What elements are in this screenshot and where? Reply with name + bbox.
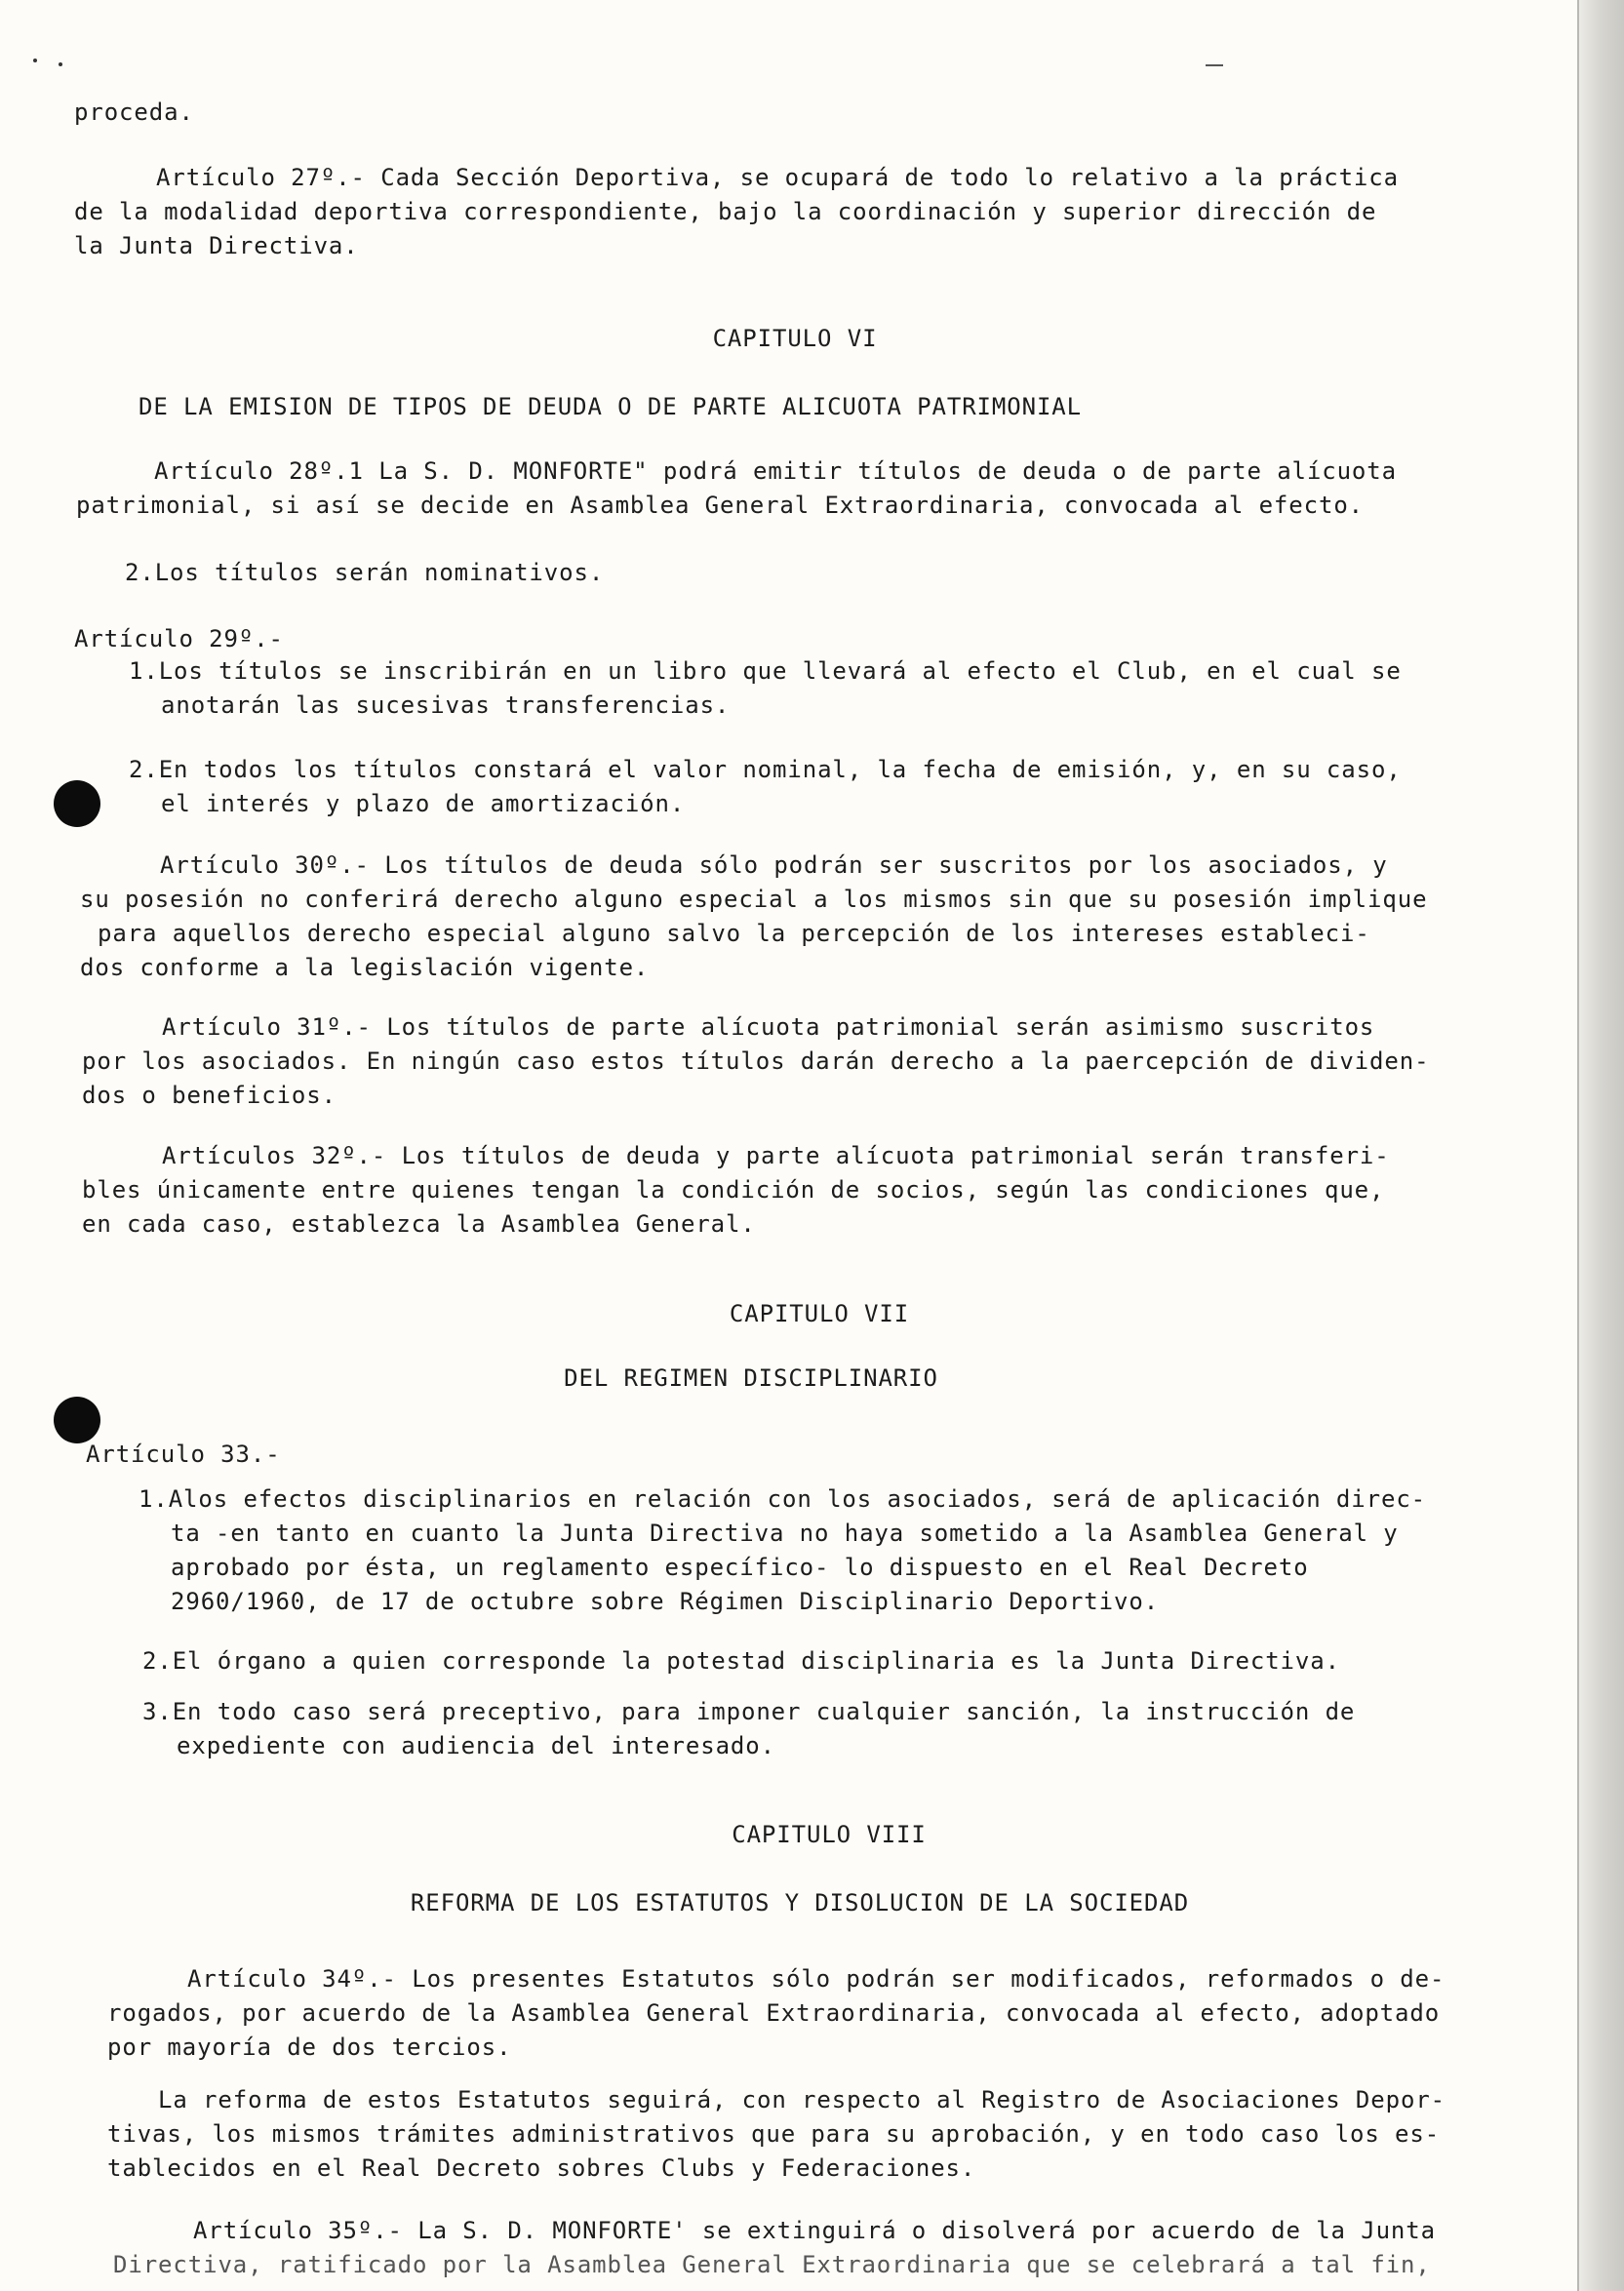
text-line: Artículo 29º.-	[74, 625, 284, 652]
text-line: proceda.	[74, 99, 194, 126]
punch-hole-top	[54, 780, 100, 827]
text-line: Artículos 32º.- Los títulos de deuda y parte alícuota patrimonial serán transferi-	[162, 1142, 1390, 1169]
text-line: para aquellos derecho especial alguno salvo la percepción de los intereses estableci-	[98, 920, 1370, 947]
text-line: aprobado por ésta, un reglamento específico- lo dispuesto en el Real Decreto	[171, 1554, 1309, 1581]
article-29	[74, 622, 284, 656]
text-line: de la modalidad deportiva correspondiente, bajo la coordinación y superior dirección de	[74, 198, 1377, 225]
chapter-7-subtitle	[488, 1362, 1014, 1396]
text-line: 1.Alos efectos disciplinarios en relación con los asociados, será de aplicación direc-	[139, 1485, 1427, 1513]
article-33-2	[142, 1644, 1340, 1679]
article-35	[113, 2214, 1436, 2282]
article-27	[74, 161, 1399, 263]
text-line: anotarán las sucesivas transferencias.	[161, 691, 731, 719]
text-line: La reforma de estos Estatutos seguirá, con respecto al Registro de Asociaciones Depor-	[158, 2086, 1446, 2113]
scan-speck	[59, 62, 62, 66]
article-34	[107, 1962, 1445, 2065]
article-28-2	[125, 556, 604, 590]
chapter-subtitle: REFORMA DE LOS ESTATUTOS Y DISOLUCION DE LA SOCIEDAD	[410, 1889, 1190, 1916]
text-line: por los asociados. En ningún caso estos títulos darán derecho a la paercepción de dividen-	[82, 1047, 1430, 1075]
chapter-6-heading	[566, 322, 1024, 356]
text-line: ta -en tanto en cuanto la Junta Directiva no haya sometido a la Asamblea General y	[171, 1520, 1399, 1547]
article-28	[76, 454, 1397, 523]
article-33-3	[142, 1695, 1355, 1763]
text-line: 3.En todo caso será preceptivo, para imponer cualquier sanción, la instrucción de	[142, 1698, 1356, 1725]
text-block	[74, 96, 194, 130]
reform-paragraph	[107, 2083, 1446, 2186]
scan-speck	[33, 59, 37, 62]
text-line: en cada caso, establezca la Asamblea General.	[82, 1210, 756, 1238]
article-29-1	[129, 654, 1402, 723]
chapter-title: CAPITULO VIII	[732, 1821, 927, 1848]
text-line: 1.Los títulos se inscribirán en un libro que llevará al efecto el Club, en el cual se	[129, 657, 1402, 685]
scanner-edge	[1579, 0, 1624, 2291]
text-line: su posesión no conferirá derecho alguno especial a los mismos sin que su posesión implique	[80, 886, 1428, 913]
text-line: la Junta Directiva.	[74, 232, 359, 259]
text-line: por mayoría de dos tercios.	[107, 2034, 512, 2061]
text-line: expediente con audiencia del interesado.	[177, 1732, 775, 1759]
text-line: 2.El órgano a quien corresponde la potestad disciplinaria es la Junta Directiva.	[142, 1647, 1340, 1675]
article-29-2	[129, 753, 1402, 821]
text-line: dos o beneficios.	[82, 1082, 337, 1109]
text-line: Artículo 31º.- Los títulos de parte alícuota patrimonial serán asimismo suscritos	[162, 1013, 1375, 1041]
chapter-8-heading	[585, 1818, 1073, 1852]
text-line: bles únicamente entre quienes tengan la condición de socios, según las condiciones que,	[82, 1176, 1385, 1204]
text-line: Artículo 28º.1 La S. D. MONFORTE" podrá emitir títulos de deuda o de parte alícuota	[154, 457, 1397, 485]
article-33	[86, 1438, 281, 1472]
text-line: dos conforme a la legislación vigente.	[80, 954, 650, 981]
text-line: patrimonial, si así se decide en Asamblea General Extraordinaria, convocada al efecto.	[76, 492, 1365, 519]
chapter-8-subtitle	[371, 1886, 1229, 1920]
text-line: Artículo 33.-	[86, 1441, 281, 1468]
text-line: Directiva, ratificado por la Asamblea General Extraordinaria que se celebrará a tal fin,	[113, 2251, 1431, 2278]
text-line: Artículo 27º.- Cada Sección Deportiva, se ocupará de todo lo relativo a la práctica	[156, 164, 1399, 191]
scan-mark	[1206, 64, 1223, 66]
text-line: Artículo 30º.- Los títulos de deuda sólo podrán ser suscritos por los asociados, y	[160, 851, 1388, 879]
punch-hole-bottom	[54, 1397, 100, 1443]
text-line: Artículo 34º.- Los presentes Estatutos sólo podrán ser modificados, reformados o de-	[187, 1965, 1446, 1993]
chapter-title: CAPITULO VII	[729, 1300, 910, 1327]
text-line: 2960/1960, de 17 de octubre sobre Régimen Disciplinario Deportivo.	[171, 1588, 1160, 1615]
chapter-title: CAPITULO VI	[712, 325, 878, 352]
text-line: 2.Los títulos serán nominativos.	[125, 559, 605, 586]
article-30	[80, 849, 1427, 985]
chapter-6-subtitle	[139, 390, 1082, 424]
text-line: Artículo 35º.- La S. D. MONFORTE' se extinguirá o disolverá por acuerdo de la Junta	[193, 2217, 1436, 2244]
text-line: el interés y plazo de amortización.	[161, 790, 686, 817]
text-line: tivas, los mismos trámites administrativos que para su aprobación, y en todo caso los es-	[107, 2120, 1441, 2148]
chapter-subtitle: DEL REGIMEN DISCIPLINARIO	[564, 1364, 938, 1392]
text-line: 2.En todos los títulos constará el valor nominal, la fecha de emisión, y, en su caso,	[129, 756, 1402, 783]
chapter-subtitle: DE LA EMISION DE TIPOS DE DEUDA O DE PARTE ALICUOTA PATRIMONIAL	[139, 393, 1083, 420]
text-line: tablecidos en el Real Decreto sobres Clubs y Federaciones.	[107, 2154, 976, 2182]
article-33-1	[139, 1482, 1426, 1619]
text-line: rogados, por acuerdo de la Asamblea General Extraordinaria, convocada al efecto, adoptado	[107, 1999, 1441, 2027]
article-31	[82, 1010, 1429, 1113]
chapter-7-heading	[575, 1297, 1063, 1331]
article-32	[82, 1139, 1390, 1242]
